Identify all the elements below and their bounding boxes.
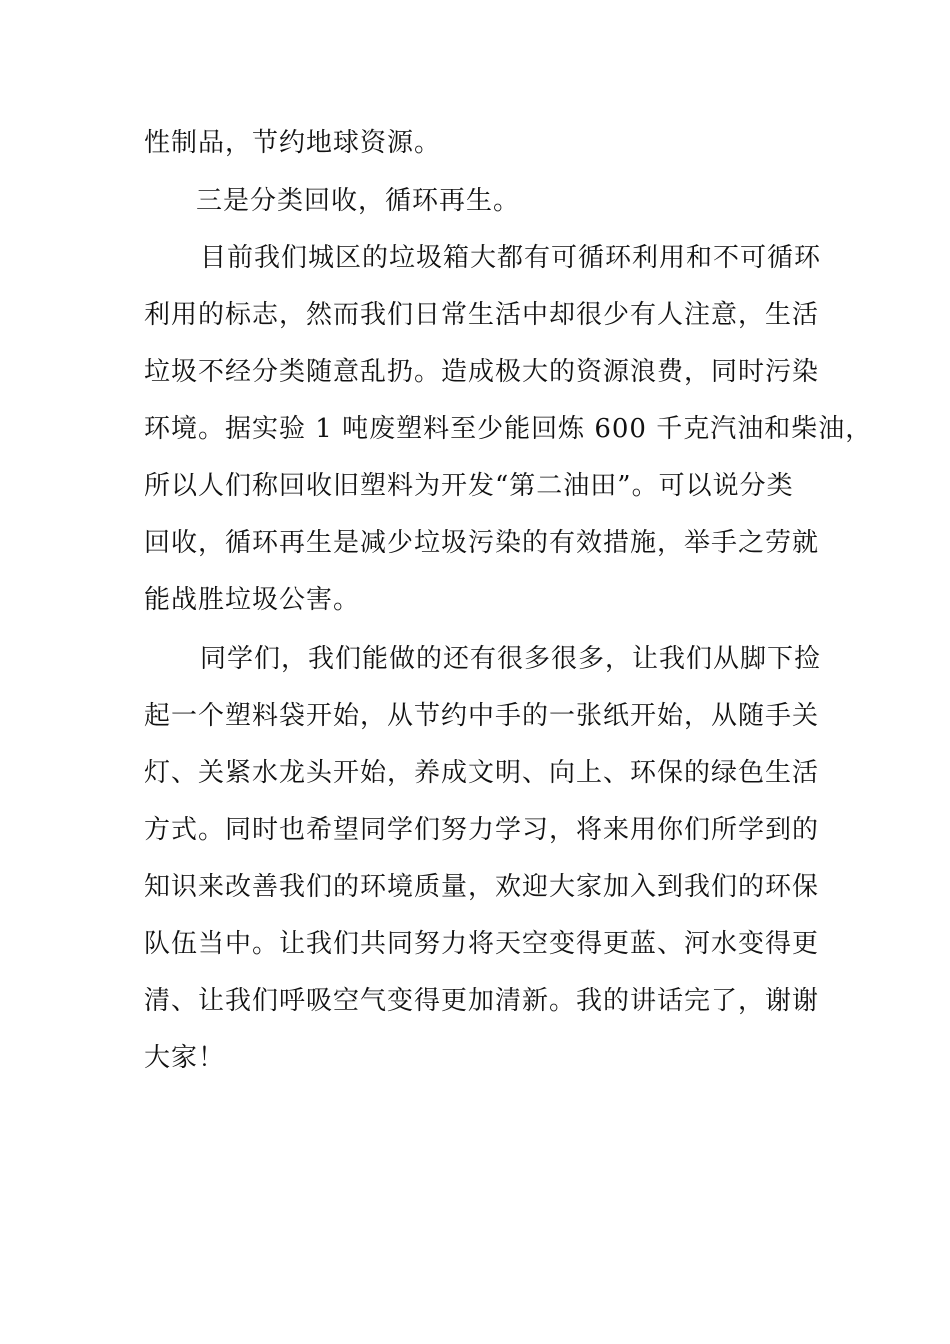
text-line: 回收，循环再生是减少垃圾污染的有效措施，举手之劳就 xyxy=(144,528,820,558)
text-line: 垃圾不经分类随意乱扔。造成极大的资源浪费，同时污染 xyxy=(144,357,820,387)
text-line: 清、让我们呼吸空气变得更加清新。我的讲话完了，谢谢 xyxy=(144,986,820,1016)
text-line: 灯、关紧水龙头开始，养成文明、向上、环保的绿色生活 xyxy=(144,758,820,788)
text-line: 大家！ xyxy=(144,1043,226,1073)
text-line: 所以人们称回收旧塑料为开发“第二油田”。可以说分类 xyxy=(144,471,794,501)
text-line: 队伍当中。让我们共同努力将天空变得更蓝、河水变得更 xyxy=(144,929,820,959)
text-line: 知识来改善我们的环境质量，欢迎大家加入到我们的环保 xyxy=(144,872,820,902)
text-line: 起一个塑料袋开始，从节约中手的一张纸开始，从随手关 xyxy=(144,701,820,731)
text-line: 环境。据实验 1 吨废塑料至少能回炼 600 千克汽油和柴油， xyxy=(144,414,873,444)
text-line: 三是分类回收，循环再生。 xyxy=(196,186,521,216)
text-line: 方式。同时也希望同学们努力学习，将来用你们所学到的 xyxy=(144,815,820,845)
text-line: 同学们，我们能做的还有很多很多，让我们从脚下捡 xyxy=(200,644,822,674)
text-line: 能战胜垃圾公害。 xyxy=(144,585,361,615)
text-line: 目前我们城区的垃圾箱大都有可循环利用和不可循环 xyxy=(200,243,822,273)
text-line: 利用的标志，然而我们日常生活中却很少有人注意，生活 xyxy=(144,300,820,330)
text-line: 性制品，节约地球资源。 xyxy=(144,128,442,158)
